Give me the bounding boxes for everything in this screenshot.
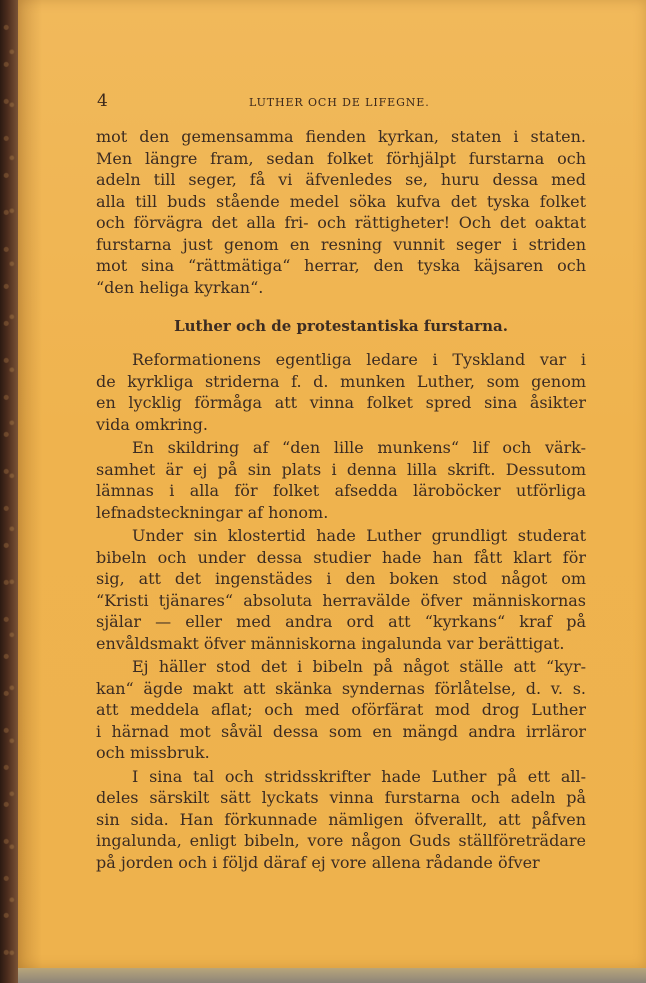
- paragraph-3: [96, 437, 586, 523]
- text-line: Reformationens egentliga ledare i Tyskland var i: [132, 350, 586, 369]
- book-spine: [0, 0, 18, 983]
- text-line: adeln till seger, få vi äfvenledes se, huru dessa med: [96, 170, 586, 189]
- text-line: Men längre fram, sedan folket förhjälpt furstarna och: [96, 148, 586, 168]
- text-line: mot sina “rättmätiga“ herrar, den tyska käjsaren och: [96, 256, 586, 275]
- page-header: [97, 92, 593, 114]
- text-line: I sina tal och stridsskrifter hade Luther på ett all-: [132, 766, 586, 786]
- paragraph-4: [96, 525, 586, 654]
- spine-texture: [2, 20, 16, 960]
- text-line: ingalunda, enligt bibeln, vore någon Guds ställföreträdare: [96, 831, 586, 850]
- text-line: i härnad mot såväl dessa som en mängd andra irrläror: [96, 721, 586, 741]
- text-line: envåldsmakt öfver människorna ingalunda var berättigat.: [96, 633, 565, 653]
- text-line: “den heliga kyrkan“.: [96, 277, 264, 297]
- text-line: på jorden och i följd däraf ej vore allena rådande öfver: [96, 852, 540, 872]
- text-line: och missbruk.: [96, 743, 210, 762]
- text-line: samhet är ej på sin plats i denna lilla skrift. Dessutom: [96, 459, 586, 479]
- text-line: att meddela aflat; och med oförfärat mod drog Luther: [96, 700, 586, 719]
- text-line: en lycklig förmåga att vinna folket spred sina åsikter: [96, 393, 586, 412]
- text-line: och förvägra det alla fri- och rättigheter! Och det oaktat: [96, 213, 586, 232]
- page-text: [96, 126, 586, 873]
- text-line: Under sin klostertid hade Luther grundligt studerat: [132, 526, 586, 545]
- running-head: LUTHER OCH DE LIFEGNE.: [249, 96, 430, 109]
- text-line: bibeln och under dessa studier hade han fått klart för: [96, 547, 586, 567]
- text-line: sig, att det ingenstädes i den boken stod något om: [96, 569, 586, 588]
- text-line: kan“ ägde makt att skänka syndernas förlåtelse, d. v. s.: [96, 678, 586, 698]
- text-line: deles särskilt sätt lyckats vinna furstarna och adeln på: [96, 788, 586, 807]
- section-heading: Luther och de protestantiska furstarna.: [174, 317, 508, 335]
- text-line: alla till buds stående medel söka kufva det tyska folket: [96, 191, 586, 211]
- paragraph-2: [96, 349, 586, 435]
- text-line: lefnadsteckningar af honom.: [96, 502, 329, 522]
- text-line: själar — eller med andra ord att “kyrkans“ kraf på: [96, 612, 586, 631]
- text-line: mot den gemensamma fienden kyrkan, staten i staten.: [96, 127, 586, 146]
- paragraph-6: [96, 766, 586, 874]
- text-line: sin sida. Han förkunnade nämligen öfverallt, att påfven: [96, 809, 586, 829]
- text-line: furstarna just genom en resning vunnit seger i striden: [96, 234, 586, 254]
- text-line: En skildring af “den lille munkens“ lif och värk-: [132, 438, 586, 457]
- page-number: 4: [97, 91, 108, 111]
- text-line: de kyrkliga striderna f. d. munken Luther, som genom: [96, 371, 586, 391]
- text-line: Ej häller stod det i bibeln på något ställe att “kyr-: [132, 657, 586, 676]
- page-bottom-edge: [18, 968, 646, 983]
- text-line: lämnas i alla för folket afsedda läroböcker utförliga: [96, 481, 586, 500]
- paragraph-5: [96, 656, 586, 764]
- paragraph-1: [96, 126, 586, 298]
- text-line: “Kristi tjänares“ absoluta herravälde öfver människornas: [96, 590, 586, 610]
- text-line: vida omkring.: [96, 414, 208, 434]
